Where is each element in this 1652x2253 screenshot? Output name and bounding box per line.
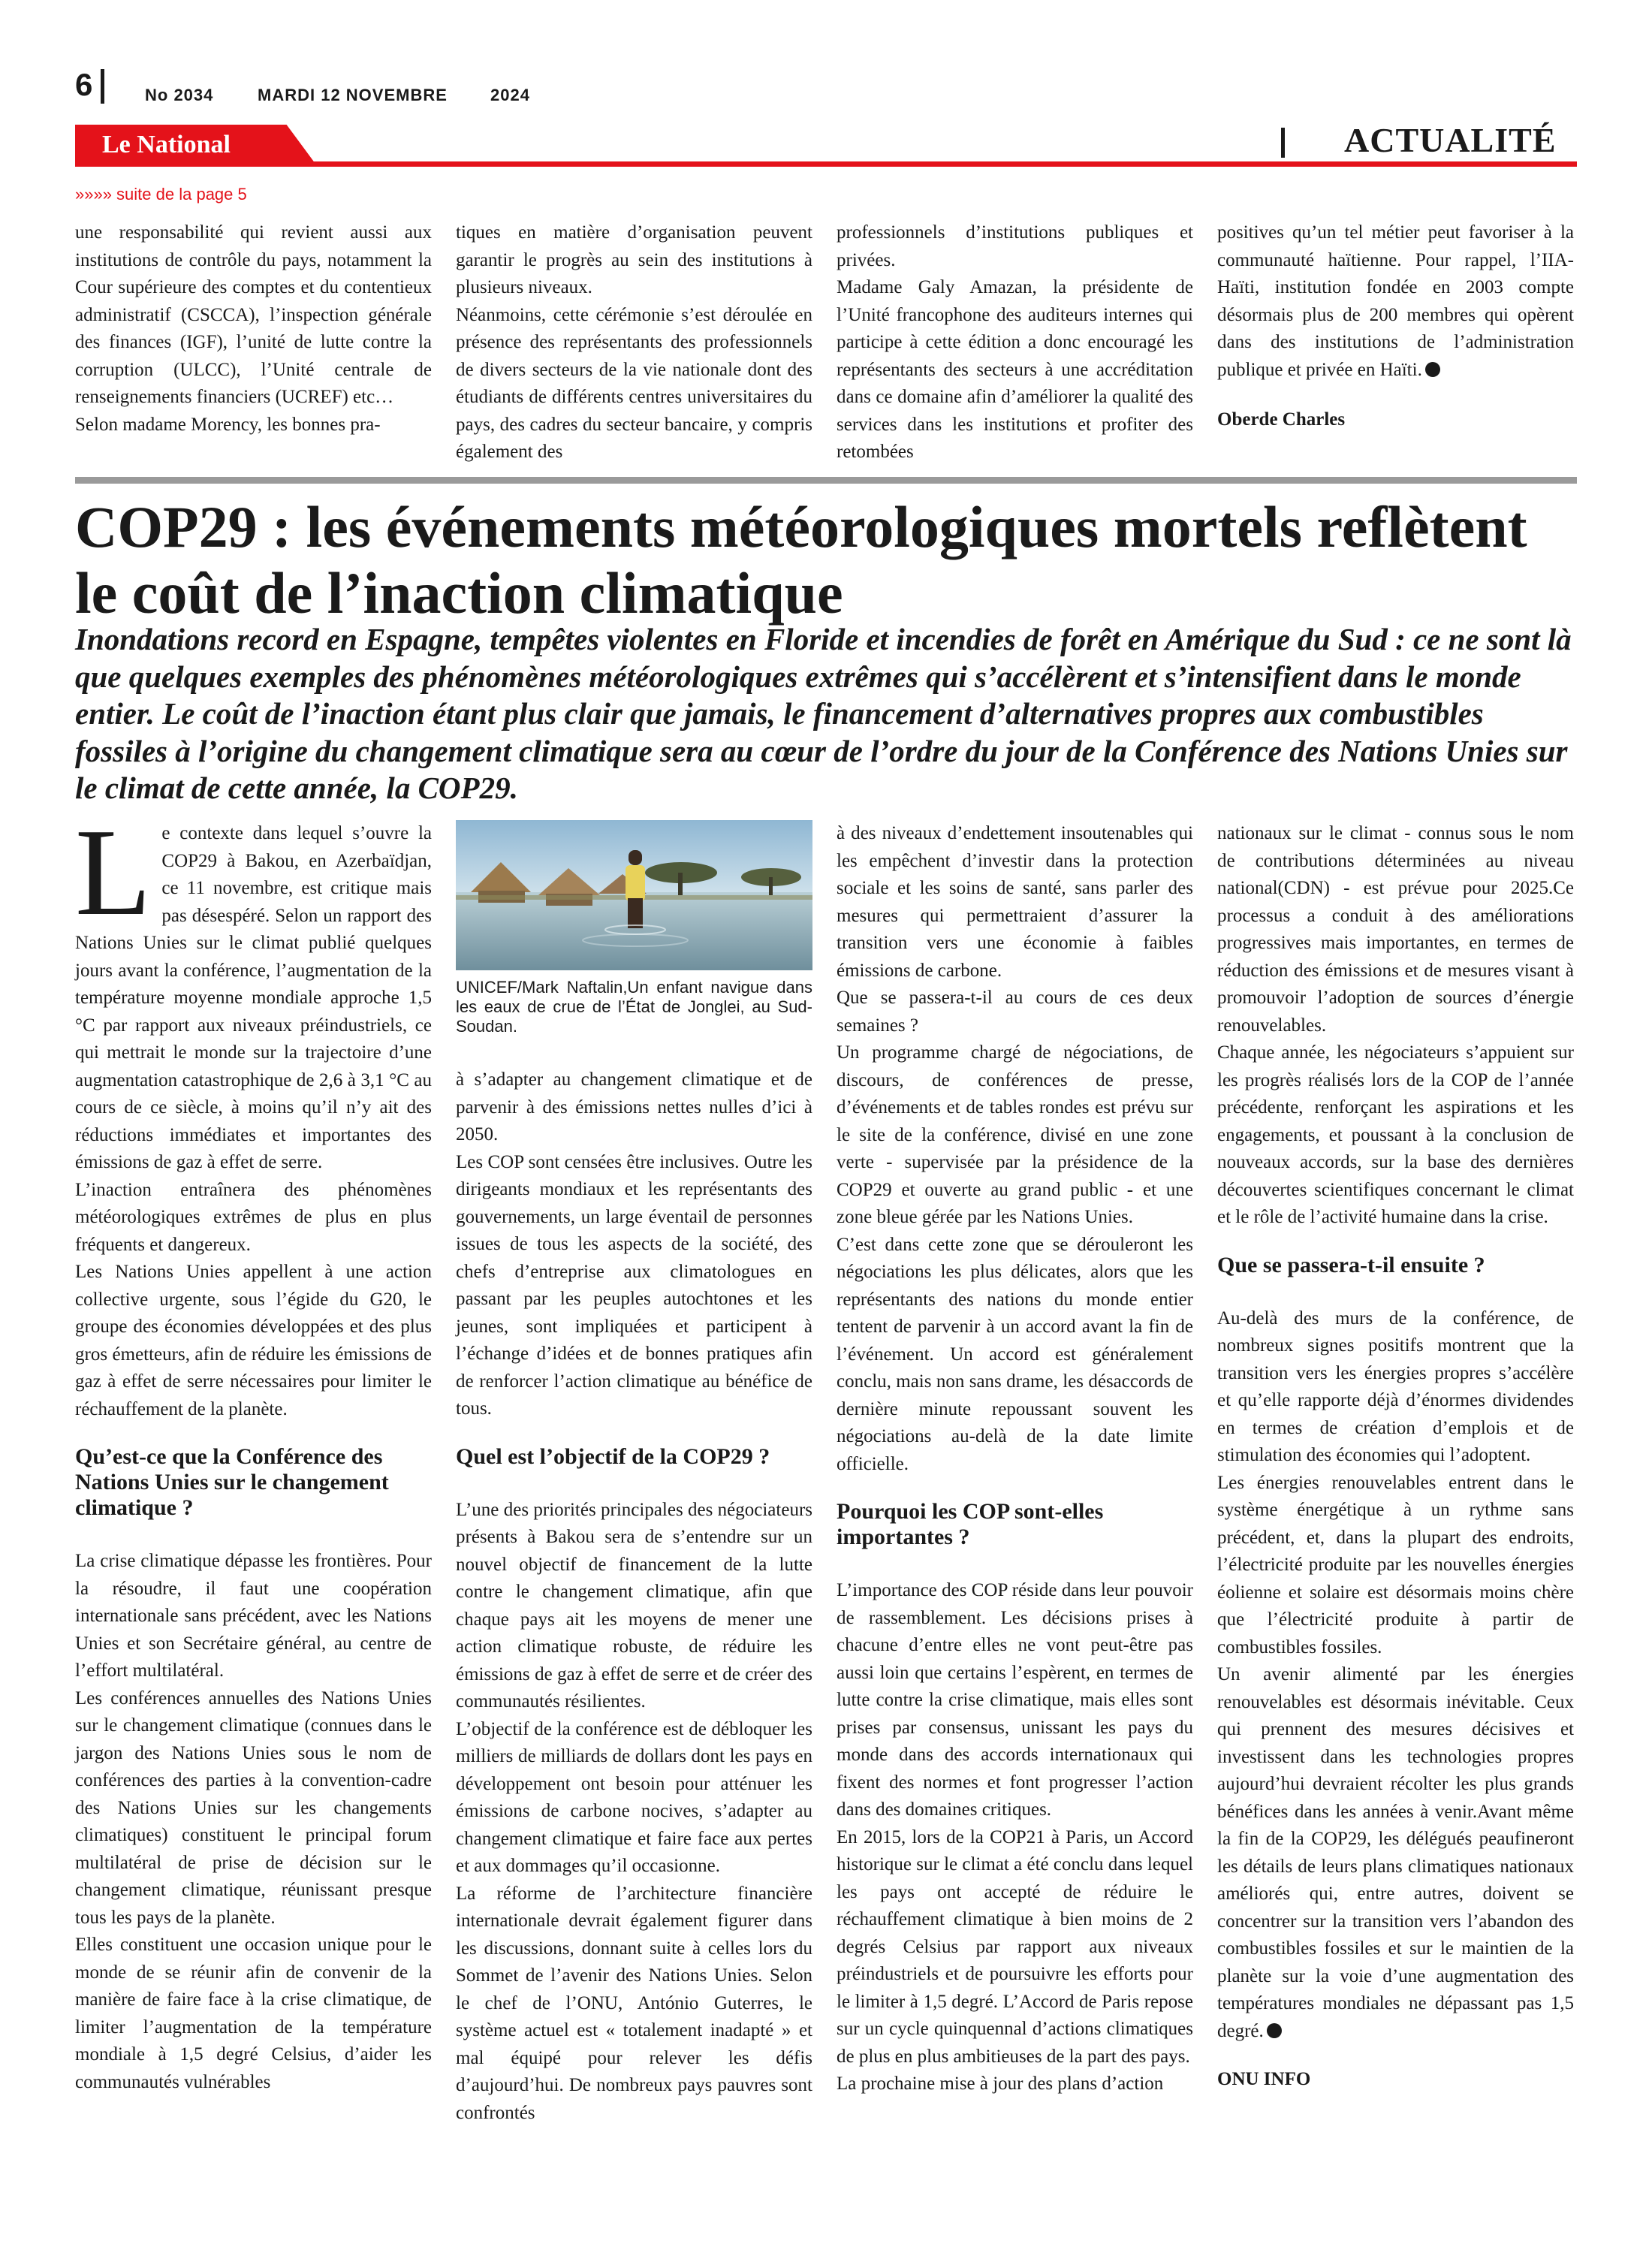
paragraph: Chaque année, les négociateurs s’appuient sur les progrès réalisés lors de la COP de l’année précédente, renforçant les aspirations et les engagements, et poussant à la conclusion de nouveaux accords, sur la base des dernières découvertes scientifiques concernant le climat et le rôle de l’activité humaine dans la crise.	[1217, 1042, 1574, 1227]
paragraph: L’une des priorités principales des négociateurs présents à Bakou sera de s’entendre sur un nouvel objectif de financement de la lutte contre le changement climatique, afin que chaque pays ait les moyens de mener une action climatique robuste, de réduire les émissions de gaz à effet de serre et de créer des communautés résilientes.	[456, 1499, 812, 1712]
flood-photo-illustration	[456, 820, 812, 970]
article-column-1	[75, 803, 432, 2096]
section-heading: Qu’est-ce que la Conférence des Nations Unies sur le changement climatique ?	[75, 1444, 389, 1520]
article-column-4	[1217, 820, 1574, 2094]
issue-year: 2024	[490, 86, 530, 104]
drop-cap: L	[75, 803, 152, 941]
page-number: 6	[75, 67, 93, 102]
issue-date: MARDI 12 NOVEMBRE	[258, 86, 448, 104]
paragraph-text: positives qu’un tel métier peut favoriser à la communauté haïtienne. Pour rappel, l’IIA-Haïti, institution fondée en 2003 compte désormais plus de 200 membres qui opèrent dans des institutions de l’administration publique et privée en Haïti.	[1217, 222, 1574, 380]
byline: Oberde Charles	[1217, 409, 1346, 430]
top-article-column-2	[456, 219, 812, 466]
paragraph: professionnels d’institutions publiques et privées.	[837, 222, 1193, 270]
paragraph: Néanmoins, cette cérémonie s’est déroulée en présence des représentants des professionnels de divers secteurs de la vie nationale dont des étudiants de différents centres universitaires du pays, des cadres du secteur bancaire, y compris également des	[456, 304, 812, 462]
paragraph: Un programme chargé de négociations, de discours, de conférences de presse, d’événements et de tables rondes est prévu sur le site de la conférence, divisé en une zone verte - supervisée par la présidence de la COP29 et ouverte au grand public - et une zone bleue gérée par les Nations Unies.	[837, 1042, 1193, 1227]
section-name: ACTUALITÉ	[1344, 121, 1557, 159]
end-mark-icon	[1425, 362, 1440, 377]
paragraph: à des niveaux d’endettement insoutenables qui les empêchent d’investir dans la protection sociale et les soins de santé, sans parler des mesures qui permettraient d’assurer la transition vers une économie à faibles émissions de carbone.	[837, 823, 1193, 981]
paragraph: En 2015, lors de la COP21 à Paris, un Accord historique sur le climat a été conclu dans lequel les pays ont accepté de réduire le réchauffement climatique à bien moins de 2 degrés Celsius par rapport aux niveaux préindustriels et de poursuivre les efforts pour le limiter à 1,5 degré. L’Accord de Paris repose sur un cycle quinquennal d’actions climatiques de plus en plus ambitieuses de la part des pays.	[837, 1826, 1193, 2067]
article-column-3	[837, 820, 1193, 2098]
paragraph: Que se passera-t-il au cours de ces deux semaines ?	[837, 988, 1193, 1036]
section-heading: Que se passera-t-il ensuite ?	[1217, 1252, 1485, 1277]
paragraph: La réforme de l’architecture financière internationale devrait également figurer dans les discussions, donnant suite à celles lors du Sommet de l’avenir des Nations Unies. Selon le chef de l’ONU, António Guterres, le système actuel est « totalement inadapté » et mal équipé pour relever les défis d’aujourd’hui. De nombreux pays pauvres sont confrontés	[456, 1883, 812, 2123]
source-credit: ONU INFO	[1217, 2069, 1311, 2089]
headline: COP29 : les événements météorologiques mortels reflètent le coût de l’inaction climatique	[75, 494, 1527, 626]
paragraph: Selon madame Morency, les bonnes pra-	[75, 414, 381, 435]
paragraph: nationaux sur le climat - connus sous le nom de contributions déterminées au niveau national(CDN) - est prévue pour 2025.Ce processus a conduit à des améliorations progressives mais importantes, en termes de réduction des émissions et de mesures visant à promouvoir l’adoption de sources d’énergie renouvelables.	[1217, 823, 1574, 1036]
brand-name: Le National	[102, 131, 231, 158]
section-heading: Quel est l’objectif de la COP29 ?	[456, 1443, 770, 1469]
paragraph: à s’adapter au changement climatique et de parvenir à des émissions nettes nulles d’ici à 2050.	[456, 1069, 812, 1145]
page-number-separator	[101, 69, 104, 104]
article-column-2	[456, 820, 812, 2127]
lead-paragraph	[75, 803, 432, 1177]
section-heading: Pourquoi les COP sont-elles importantes ?	[837, 1499, 1104, 1549]
paragraph: Les conférences annuelles des Nations Unies sur le changement climatique (connues dans le jargon des Nations Unies sous le nom de conférences des parties à la convention-cadre des Nations Unies sur les changements climatiques) constituent le principal forum multilatéral de prise de décision sur le changement climatique, réunissant presque tous les pays de la planète.	[75, 1687, 432, 1928]
article-divider	[75, 477, 1577, 484]
paragraph: une responsabilité qui revient aussi aux institutions de contrôle du pays, notamment la Cour supérieure des comptes et du contentieux administratif (CSCCA), l’inspection générale des finances (IGF), l’unité de lutte contre la corruption (ULCC), l’Unité centrale de renseignements financiers (UCREF) etc…	[75, 222, 432, 407]
end-mark-icon	[1267, 2023, 1282, 2038]
header-red-rule	[75, 161, 1577, 167]
top-article-column-4	[1217, 219, 1574, 434]
paragraph: L’objectif de la conférence est de débloquer les milliers de milliards de dollars dont les pays en développement ont besoin pour atténuer les émissions de carbone nocives, s’adapter au changement climatique et faire face aux pertes et aux dommages qu’il occasionne.	[456, 1718, 812, 1876]
paragraph-text: Un avenir alimenté par les énergies renouvelables est désormais inévitable. Ceux qui prennent des mesures décisives et investissent dans les technologies propres aujourd’hui devraient récolter les plus grands bénéfices dans les années à venir.Avant même la fin de la COP29, les délégués peaufineront les détails de leurs plans climatiques nationaux améliorés qui, entre autres, doivent se concentrer sur la transition vers l’abandon des combustibles fossiles et sur le maintien de la planète sur la voie d’une augmentation des températures mondiales ne dépassant pas 1,5 degré.	[1217, 1664, 1574, 2041]
issue-number: No 2034	[145, 86, 214, 104]
paragraph	[1217, 1661, 1574, 2045]
top-article-column-3	[837, 219, 1193, 466]
paragraph: C’est dans cette zone que se dérouleront les négociations les plus délicates, alors que les représentants des nations du monde entier tentent de parvenir à un accord avant la fin de l’événement. Un accord est généralement conclu, mais non sans drame, les désaccords de dernière minute repoussant souvent les négociations au-delà de la date limite officielle.	[837, 1234, 1193, 1474]
paragraph: Madame Galy Amazan, la présidente de l’Unité francophone des auditeurs internes qui participe à cette édition a donc encouragé les représentants des secteurs à une accréditation dans ce domaine afin d’améliorer la qualité des services dans les institutions et profiter des retombées	[837, 277, 1193, 462]
paragraph: Les COP sont censées être inclusives. Outre les dirigeants mondiaux et les représentants des gouvernements, un large éventail de personnes issues de tous les aspects de la société, des chefs d’entreprise aux climatologues en passant par les peuples autochtones et les jeunes, sont impliquées et participent à l’échange d’idées et de bonnes pratiques afin de renforcer l’action climatique au bénéfice de tous.	[456, 1151, 812, 1419]
paragraph: Elles constituent une occasion unique pour le monde de se réunir afin de convenir de la manière de faire face à la crise climatique, de limiter l’augmentation de la température mondiale à 1,5 degré Celsius, d’aider les communautés vulnérables	[75, 1935, 432, 2092]
subheadline: Inondations record en Espagne, tempêtes violentes en Floride et incendies de forêt en Amérique du Sud : ce ne sont là que quelques exemples des phénomènes météorologiques extrêmes qui s’accélèrent et s’intensifient dans le monde entier. Le coût de l’inaction étant plus clair que jamais, le financement d’alternatives propres aux combustibles fossiles à l’origine du changement climatique sera au cœur de l’ordre du jour de la Conférence des Nations Unies sur le climat de cette année, la COP29.	[75, 622, 1572, 805]
photo-caption: UNICEF/Mark Naftalin,Un enfant navigue dans les eaux de crue de l’État de Jonglei, au Sud-Soudan.	[456, 978, 812, 1036]
paragraph: L’importance des COP réside dans leur pouvoir de rassemblement. Les décisions prises à chacune d’entre elles ne vont peut-être pas aussi loin que certains l’espèrent, en termes de lutte contre la crise climatique, mais elles sont prises par consensus, unissant les pays du monde dans des accords internationaux qui fixent des normes et font progresser l’action dans des domaines critiques.	[837, 1580, 1193, 1820]
top-article-column-1	[75, 219, 432, 439]
paragraph: La crise climatique dépasse les frontières. Pour la résoudre, il faut une coopération internationale sans précédent, avec les Nations Unies et son Secrétaire général, au centre de l’effort multilatéral.	[75, 1551, 432, 1681]
lead-text: e contexte dans lequel s’ouvre la COP29 à Bakou, en Azerbaïdjan, ce 11 novembre, est critique mais pas désespéré. Selon un rapport des Nations Unies sur le climat publié quelques jours avant la conférence, l’augmentation de la température moyenne mondiale approche 1,5 °C par rapport aux niveaux préindustriels, ce qui mettrait le monde sur la trajectoire d’une augmentation catastrophique de 2,6 à 3,1 °C au cours de ce siècle, à moins qu’il n’y ait des réductions immédiates et importantes des émissions de gaz à effet de serre.	[75, 823, 432, 1172]
paragraph: tiques en matière d’organisation peuvent garantir le progrès au sein des institutions à plusieurs niveaux.	[456, 222, 812, 297]
paragraph: L’inaction entraînera des phénomènes météorologiques extrêmes de plus en plus fréquents et dangereux.	[75, 1179, 432, 1255]
continuation-link[interactable]: »»»» suite de la page 5	[75, 185, 247, 204]
paragraph: Les énergies renouvelables entrent dans le système énergétique à un rythme sans précédent, et, dans la plupart des endroits, l’électricité produite par les nouvelles énergies éolienne et solaire est désormais moins chère que l’électricité produite à partir de combustibles fossiles.	[1217, 1472, 1574, 1657]
paragraph: Les Nations Unies appellent à une action collective urgente, sous l’égide du G20, le groupe des économies développées et des plus gros émetteurs, afin de réduire les émissions de gaz à effet de serre nécessaires pour limiter le réchauffement de la planète.	[75, 1262, 432, 1419]
paragraph: La prochaine mise à jour des plans d’action	[837, 2074, 1164, 2094]
section-separator	[1281, 128, 1285, 158]
paragraph: Au-delà des murs de la conférence, de nombreux signes positifs montrent que la transition vers les énergies propres s’accélère et qu’elle rapporte déjà d’énormes dividendes en termes de création d’emplois et de stimulation des économies qui l’adoptent.	[1217, 1307, 1574, 1465]
paragraph	[1217, 219, 1574, 384]
flood-photo[interactable]	[456, 820, 812, 970]
